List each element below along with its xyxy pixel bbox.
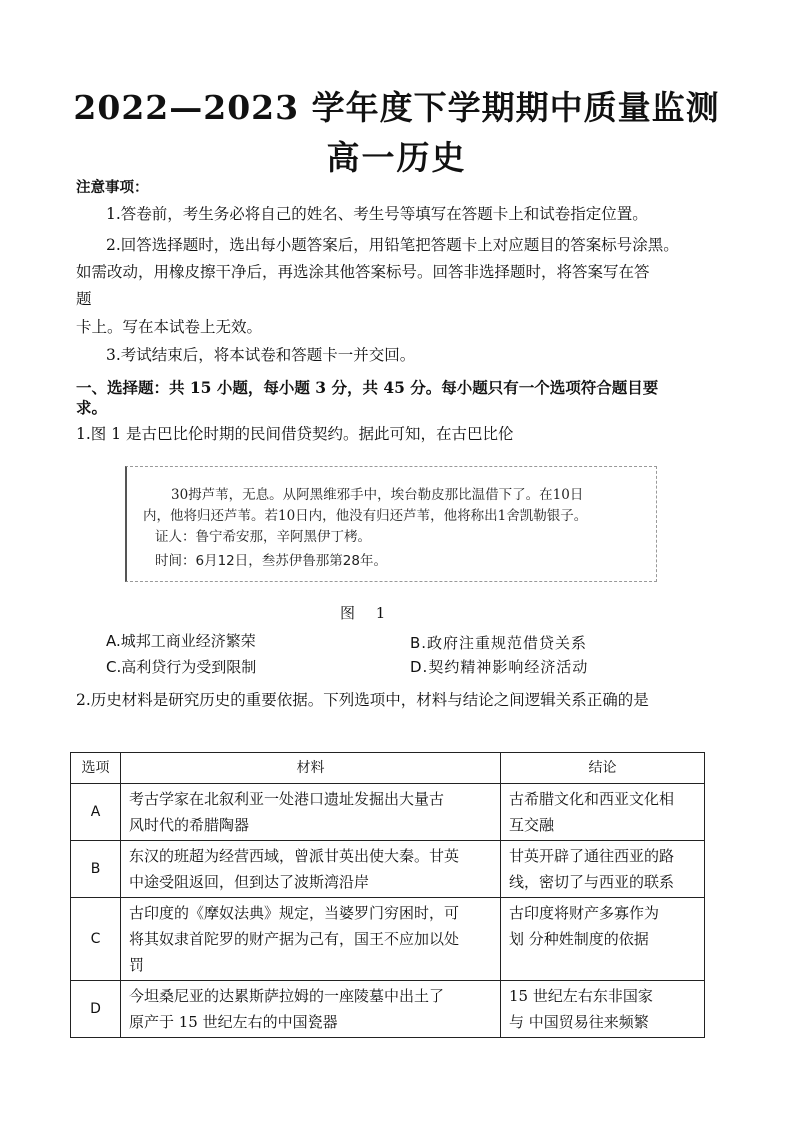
notice-line-2: 2.回答选择题时，选出每小题答案后，用铅笔把答题卡上对应题目的答案标号涂黑。 bbox=[106, 236, 679, 254]
notice-line-6: 3.考试结束后，将本试卷和答题卡一并交回。 bbox=[106, 346, 416, 364]
figure-line-2: 内，他将归还芦苇。若10日内，他没有归还芦苇，他将称出1舍凯勒银子。 bbox=[143, 508, 588, 524]
row-option: D bbox=[71, 981, 121, 1038]
row-option: C bbox=[71, 898, 121, 981]
row-material: 今坦桑尼亚的达累斯萨拉姆的一座陵墓中出土了 原产于 15 世纪左右的中国瓷器 bbox=[121, 981, 501, 1038]
q1-option-c: C.高利贷行为受到限制 bbox=[106, 658, 257, 676]
notice-line-1: 1.答卷前，考生务必将自己的姓名、考生号等填写在答题卡上和试卷指定位置。 bbox=[106, 205, 648, 223]
section-heading-line-1: 一、选择题：共 15 小题，每小题 3 分，共 45 分。每小题只有一个选项符合题目要 bbox=[76, 378, 659, 397]
row-conclusion: 古希腊文化和西亚文化相 互交融 bbox=[501, 784, 705, 841]
figure-1-contract bbox=[125, 466, 657, 582]
row-conclusion: 甘英开辟了通往西亚的路 线，密切了与西亚的联系 bbox=[501, 841, 705, 898]
table-row bbox=[71, 841, 705, 898]
row-material: 东汉的班超为经营西域，曾派甘英出使大秦。甘英 中途受阻返回，但到达了波斯湾沿岸 bbox=[121, 841, 501, 898]
q1-option-b: B.政府注重规范借贷关系 bbox=[410, 634, 588, 652]
row-material: 古印度的《摩奴法典》规定，当婆罗门穷困时，可 将其奴隶首陀罗的财产据为己有，国王不应加以处 罚 bbox=[121, 898, 501, 981]
section-heading-line-2: 求。 bbox=[76, 398, 108, 417]
table-row bbox=[71, 784, 705, 841]
figure-line-4: 时间：6月12日，叁苏伊鲁那第28年。 bbox=[155, 553, 387, 569]
figure-line-3: 证人：鲁宁希安那，辛阿黑伊丁栲。 bbox=[155, 529, 371, 545]
materials-table bbox=[70, 752, 705, 1038]
notice-line-4: 题 bbox=[76, 290, 92, 308]
row-conclusion: 古印度将财产多寡作为 划 分种姓制度的依据 bbox=[501, 898, 705, 981]
figure-line-1: 30拇芦苇，无息。从阿黑维邪手中，埃台勒皮那比温借下了。在10日 bbox=[171, 487, 584, 503]
header-option: 选项 bbox=[71, 753, 121, 784]
question-2-stem: 2.历史材料是研究历史的重要依据。下列选项中，材料与结论之间逻辑关系正确的是 bbox=[76, 691, 649, 709]
header-material: 材料 bbox=[121, 753, 501, 784]
row-option: B bbox=[71, 841, 121, 898]
table-row bbox=[71, 898, 705, 981]
notice-heading: 注意事项： bbox=[76, 180, 149, 196]
table-row bbox=[71, 981, 705, 1038]
page-subtitle: 高一历史 bbox=[326, 138, 467, 177]
header-conclusion: 结论 bbox=[501, 753, 705, 784]
page-title: 2022—2023 学年度下学期期中质量监测 bbox=[73, 88, 720, 127]
notice-line-5: 卡上。写在本试卷上无效。 bbox=[76, 318, 263, 336]
table-header-row bbox=[71, 753, 705, 784]
notice-line-3: 如需改动，用橡皮擦干净后，再选涂其他答案标号。回答非选择题时，将答案写在答 bbox=[76, 263, 650, 281]
row-material: 考古学家在北叙利亚一处港口遗址发掘出大量古 风时代的希腊陶器 bbox=[121, 784, 501, 841]
row-conclusion: 15 世纪左右东非国家 与 中国贸易往来频繁 bbox=[501, 981, 705, 1038]
question-1-stem: 1.图 1 是古巴比伦时期的民间借贷契约。据此可知，在古巴比伦 bbox=[76, 425, 514, 443]
row-option: A bbox=[71, 784, 121, 841]
figure-1-caption: 图 1 bbox=[340, 604, 394, 622]
q1-option-d: D.契约精神影响经济活动 bbox=[410, 658, 589, 676]
q1-option-a: A.城邦工商业经济繁荣 bbox=[106, 632, 256, 650]
